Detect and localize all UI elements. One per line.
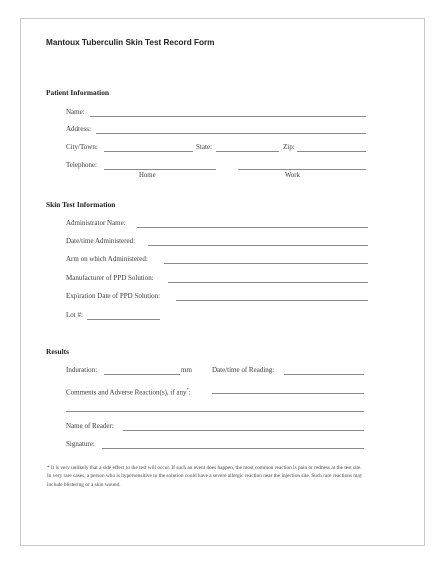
reader-name-field[interactable]	[123, 430, 364, 431]
telephone-home-field[interactable]	[104, 169, 216, 170]
comments-label: Comments and Adverse Reaction(s), if any*:	[66, 387, 191, 397]
lot-number-label: Lot #:	[66, 311, 83, 319]
induration-unit: mm	[181, 366, 192, 374]
address-label: Address:	[66, 125, 91, 133]
arm-administered-label: Arm on which Administered:	[66, 255, 148, 263]
patient-information-heading: Patient Information	[46, 88, 110, 97]
date-reading-field[interactable]	[284, 374, 364, 375]
lot-number-field[interactable]	[87, 319, 160, 320]
signature-label: Signature:	[66, 440, 95, 448]
address-field[interactable]	[96, 133, 366, 134]
form-title: Mantoux Tuberculin Skin Test Record Form	[46, 38, 215, 47]
comments-field-line-2[interactable]	[66, 411, 364, 412]
date-administered-label: Date/time Administered:	[66, 237, 136, 245]
skin-test-information-heading: Skin Test Information	[46, 200, 116, 209]
date-administered-field[interactable]	[148, 245, 368, 246]
induration-label: Induration:	[66, 366, 98, 374]
footnote: * It is very unlikely that a side effect to the test will occur. If such an event does happen, the most common reaction is pain or redness at the test site. In very rare cases, a person who is hypersensitive to the solution could have a severe allergic reaction near the injection site. Such rare reactions may include blistering or a skin wound.	[47, 465, 363, 488]
name-label: Name:	[66, 108, 85, 116]
zip-field[interactable]	[297, 151, 366, 152]
name-field[interactable]	[90, 116, 366, 117]
asterisk-marker: *	[186, 387, 189, 392]
home-caption: Home	[139, 172, 156, 179]
city-field[interactable]	[104, 151, 193, 152]
induration-field[interactable]	[104, 374, 180, 375]
administrator-name-field[interactable]	[137, 227, 368, 228]
administrator-name-label: Administrator Name:	[66, 219, 126, 227]
work-caption: Work	[285, 172, 300, 179]
date-reading-label: Date/time of Reading:	[212, 366, 275, 374]
expiration-date-field[interactable]	[176, 300, 368, 301]
telephone-label: Telephone:	[66, 161, 97, 169]
manufacturer-field[interactable]	[168, 282, 368, 283]
reader-name-label: Name of Reader:	[66, 422, 114, 430]
arm-administered-field[interactable]	[164, 263, 368, 264]
state-label: State:	[196, 143, 212, 151]
results-heading: Results	[46, 347, 69, 356]
zip-label: Zip:	[283, 143, 295, 151]
manufacturer-label: Manufacturer of PPD Solution:	[66, 274, 154, 282]
telephone-work-field[interactable]	[238, 169, 366, 170]
comments-field-line-1[interactable]	[212, 393, 364, 394]
state-field[interactable]	[216, 151, 279, 152]
signature-field[interactable]	[102, 448, 364, 449]
city-label: City/Town:	[66, 143, 98, 151]
expiration-date-label: Expiration Date of PPD Solution:	[66, 292, 161, 300]
